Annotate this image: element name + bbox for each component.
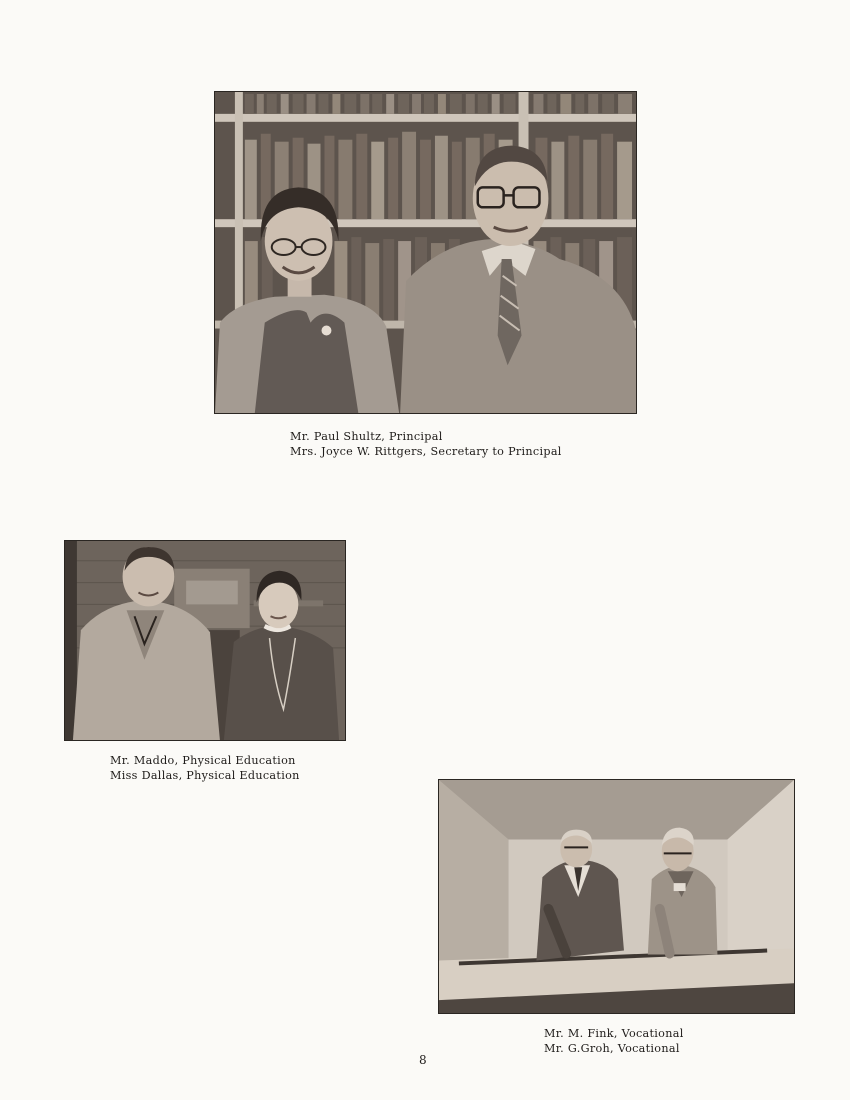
- caption-physical-education: [110, 753, 300, 783]
- caption-line-fink: Mr. M. Fink, Vocational: [544, 1027, 684, 1040]
- caption-principal-secretary: [290, 429, 562, 459]
- photo-vocational: [438, 779, 795, 1014]
- caption-line-secretary: Mrs. Joyce W. Rittgers, Secretary to Principal: [290, 445, 562, 458]
- photo-physical-education: [64, 540, 346, 741]
- caption-line-principal: Mr. Paul Shultz, Principal: [290, 430, 443, 443]
- page-number: 8: [419, 1053, 427, 1067]
- caption-vocational: [544, 1026, 684, 1056]
- caption-line-dallas: Miss Dallas, Physical Education: [110, 769, 300, 782]
- caption-line-groh: Mr. G.Groh, Vocational: [544, 1042, 680, 1055]
- caption-line-maddo: Mr. Maddo, Physical Education: [110, 754, 296, 767]
- photo-principal-secretary: [214, 91, 637, 414]
